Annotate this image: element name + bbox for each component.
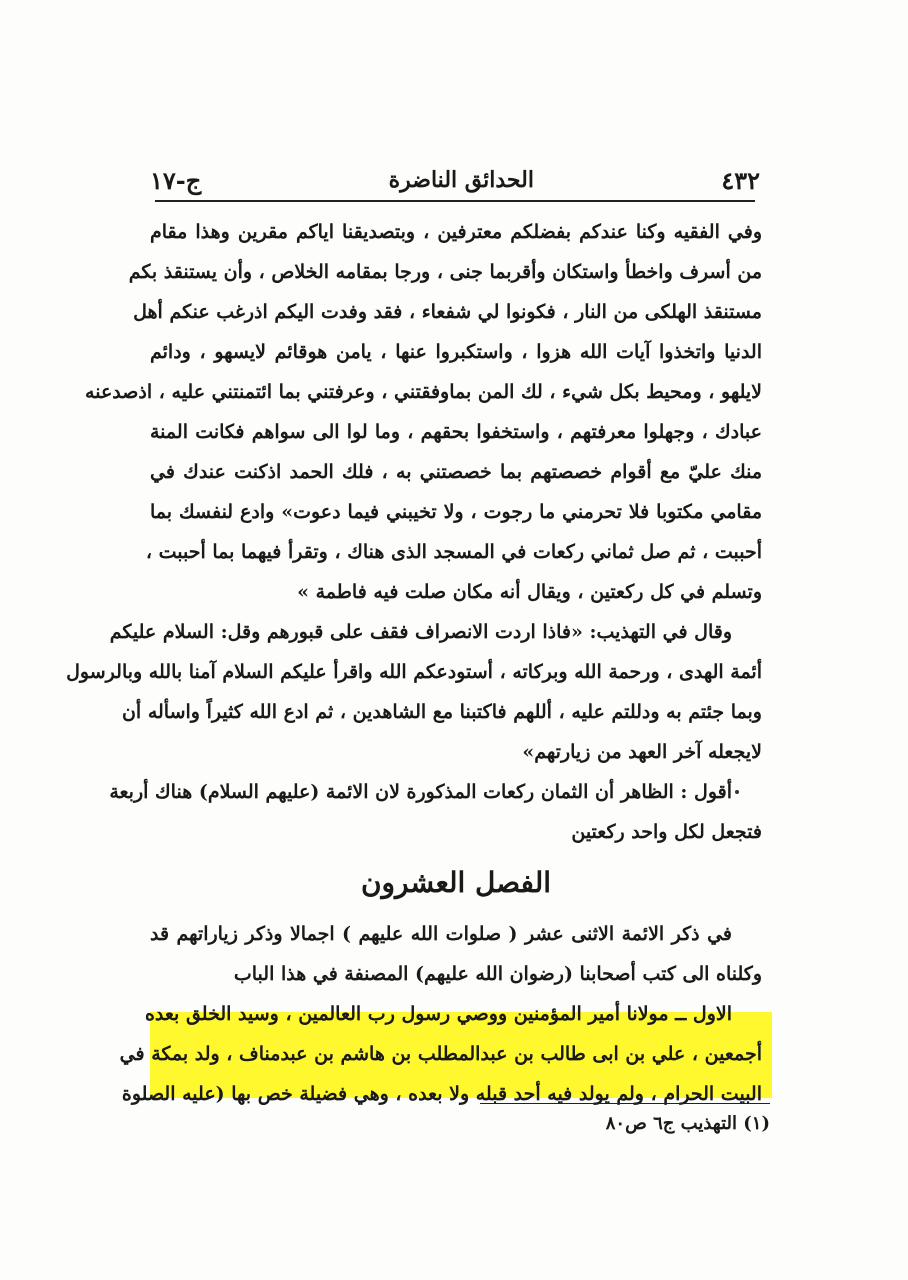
text-line: لايجعله آخر العهد من زيارتهم»	[522, 741, 762, 763]
text-line: وقال في التهذيب: «فاذا اردت الانصراف فقف على قبورهم وقل: السلام عليكم	[109, 621, 732, 643]
text-line: مقامي مكتوبا فلا تحرمني ما رجوت ، ولا تخيبني فيما دعوت» وادع لنفسك بما	[150, 501, 762, 523]
text-line: وكلناه الى كتب أصحابنا (رضوان الله عليهم) المصنفة في هذا الباب	[233, 963, 762, 985]
text-line: منك عليّ مع أقوام خصصتهم بما خصصتني به ، فلك الحمد اذكنت عندك في	[150, 461, 762, 483]
text-line: فتجعل لكل واحد ركعتين	[571, 821, 762, 843]
page-header	[150, 160, 760, 200]
text-line: من أسرف واخطأ واستكان وأقربما جنى ، ورجا بمقامه الخلاص ، وأن يستنقذ بكم	[128, 261, 762, 283]
page-body	[66, 212, 762, 1114]
text-line: وفي الفقيه وكنا عندكم بفضلكم معترفين ، وبتصديقنا اياكم مقرين وهذا مقام	[150, 221, 762, 243]
paragraph-5	[119, 994, 762, 1114]
paragraph-4	[150, 914, 762, 994]
highlighted-text-line: البيت الحرام ، ولم يولد فيه أحد قبله ولا بعده ، وهي فضيلة خص بها (عليه الصلوة	[121, 1083, 762, 1105]
text-line: الاول ــ مولانا أمير المؤمنين ووصي رسول رب العالمين ، وسيد الخلق بعده	[144, 1003, 732, 1025]
highlighted-text-line: أجمعين ، علي بن ابى طالب بن عبدالمطلب بن هاشم بن عبدمناف ، ولد بمكة في	[119, 1043, 762, 1065]
text-line: وبما جئتم به ودللتم عليه ، أللهم فاكتبنا مع الشاهدين ، ثم ادع الله كثيراً واسأله أن	[121, 701, 762, 723]
text-line: في ذكر الائمة الاثنى عشر ( صلوات الله عليهم ) اجمالا وذكر زياراتهم قد	[150, 923, 732, 945]
text-line: عبادك ، وجهلوا معرفتهم ، واستخفوا بحقهم ، وما لوا الى سواهم فكانت المنة	[150, 421, 762, 443]
text-line: مستنقذ الهلكى من النار ، فكونوا لي شفعاء ، فقد وفدت اليكم اذرغب عنكم أهل	[133, 301, 762, 323]
text-line: أحببت ، ثم صل ثماني ركعات في المسجد الذى هناك ، وتقرأ فيهما بما أحببت ،	[145, 541, 762, 563]
paragraph-3	[109, 772, 762, 852]
chapter-heading: الفصل العشرون	[360, 866, 552, 899]
text-line: أقول : الظاهر أن الثمان ركعات المذكورة لان الائمة (عليهم السلام) هناك أربعة	[109, 781, 732, 803]
scan-speck	[735, 790, 739, 794]
header-divider	[155, 200, 755, 202]
text-line: الدنيا واتخذوا آيات الله هزوا ، واستكبروا عنها ، يامن هوقائم لايسهو ، ودائم	[150, 341, 762, 363]
text-line: أئمة الهدى ، ورحمة الله وبركاته ، أستودعكم الله واقرأ عليكم السلام آمنا بالله وبالرسول	[66, 661, 762, 683]
footnote: (١) التهذيب ج٦ ص٨٠	[605, 1113, 770, 1134]
text-line: لايلهو ، ومحيط بكل شيء ، لك المن بماوفقتني ، وعرفتني بما ائتمنتني عليه ، اذصدعنه	[85, 381, 762, 403]
page-number: ٤٣٢	[721, 165, 760, 195]
volume-label: ج-١٧	[150, 165, 202, 195]
text-line: وتسلم في كل ركعتين ، ويقال أنه مكان صلت فيه فاطمة »	[297, 581, 762, 603]
book-title: الحدائق الناضرة	[388, 167, 534, 193]
footnote-divider	[480, 1103, 770, 1104]
paragraph-1	[85, 212, 762, 612]
paragraph-2	[66, 612, 762, 772]
